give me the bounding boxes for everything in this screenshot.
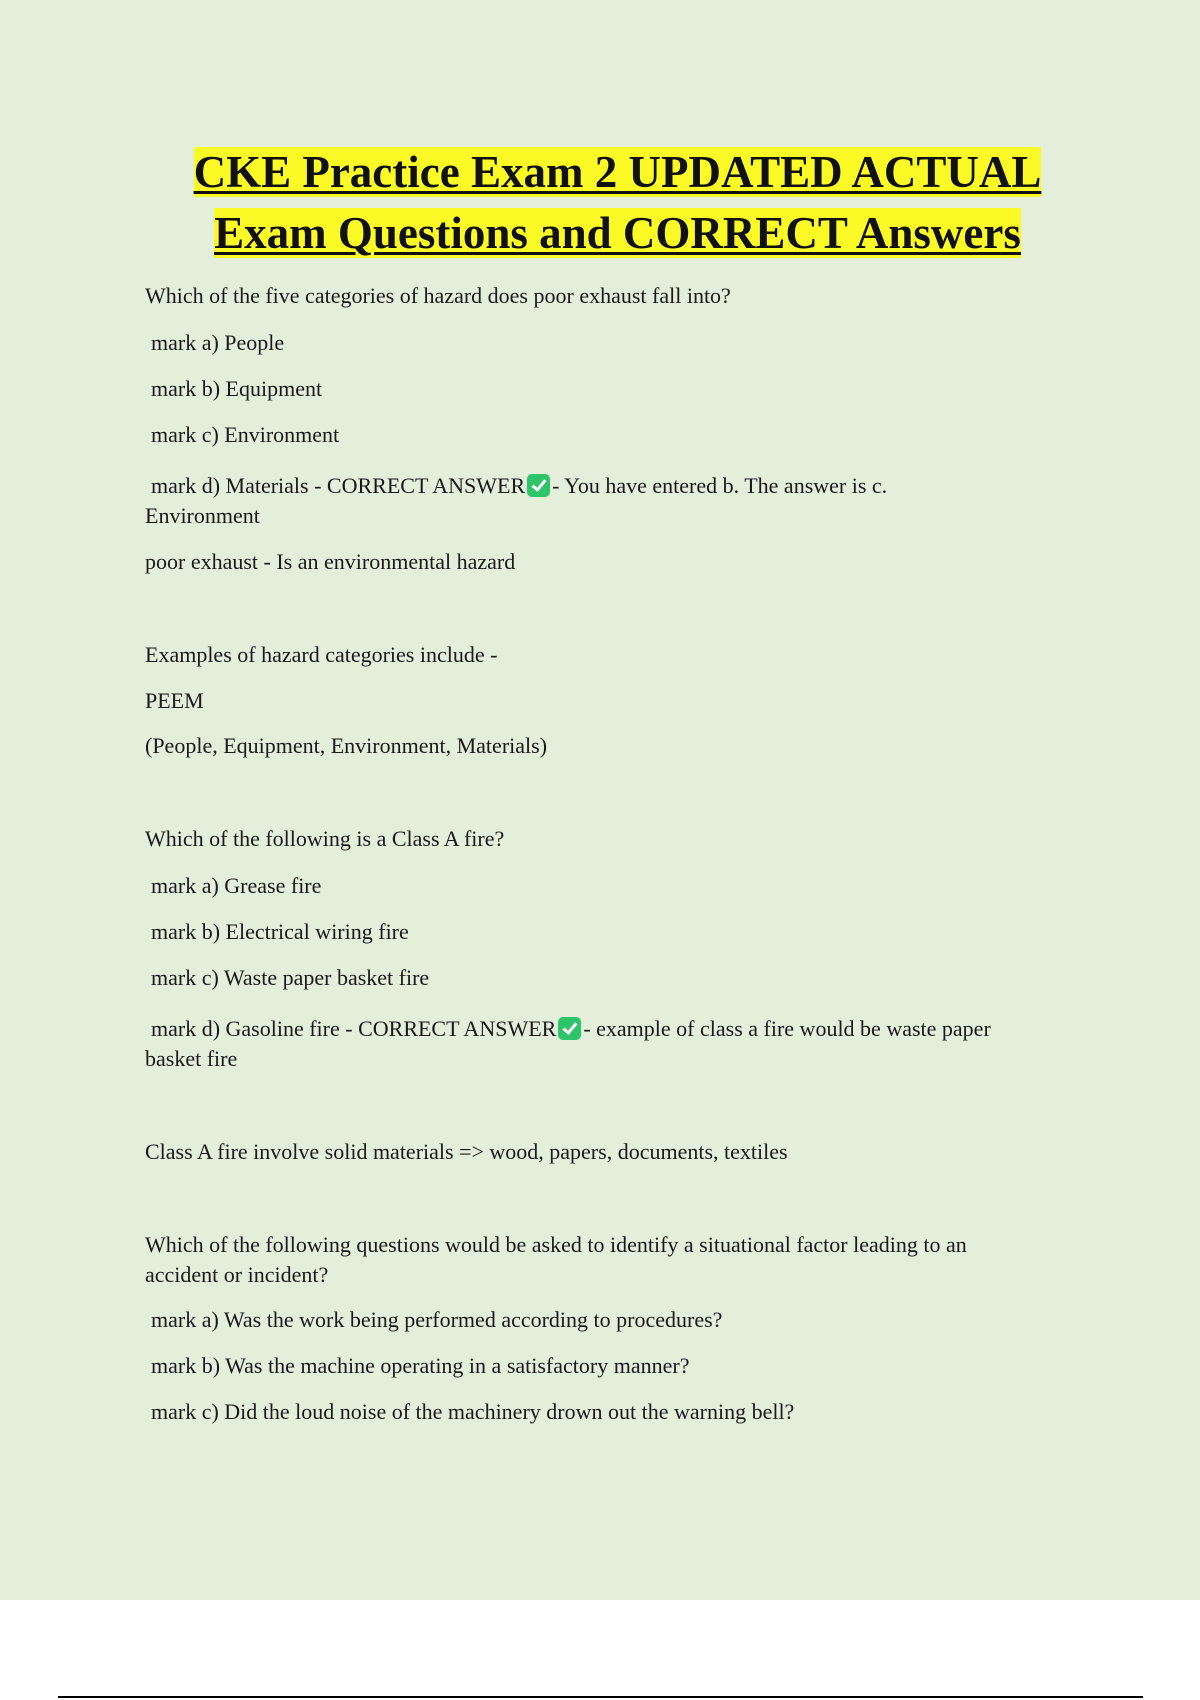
class-a-note: Class A fire involve solid materials => wood, papers, documents, textiles [145, 1139, 788, 1164]
q3-option-b: mark b) Electrical wiring fire [151, 919, 409, 944]
title-line-2: Exam Questions and CORRECT Answers [214, 208, 1021, 258]
q2-answer-acronym: PEEM [145, 688, 204, 713]
check-mark-icon [527, 474, 550, 497]
q3-question: Which of the following is a Class A fire? [145, 826, 505, 851]
q1-option-d: mark d) Materials - CORRECT ANSWER [151, 473, 526, 498]
q5-option-c: mark c) Did the loud noise of the machinery drown out the warning bell? [151, 1399, 795, 1424]
q3-option-d: mark d) Gasoline fire - CORRECT ANSWER [151, 1016, 557, 1041]
q3-answer-continuation: basket fire [145, 1046, 238, 1071]
q3-option-c: mark c) Waste paper basket fire [151, 965, 430, 990]
check-mark-icon [558, 1017, 581, 1040]
q2-question: Examples of hazard categories include - [145, 642, 498, 667]
q1-option-b: mark b) Equipment [151, 376, 323, 401]
q2-answer-expansion: (People, Equipment, Environment, Materials) [145, 733, 548, 758]
q1-answer-explanation: - You have entered b. The answer is c. [552, 473, 888, 498]
q1-note: poor exhaust - Is an environmental hazard [145, 549, 516, 574]
q1-answer-continuation: Environment [145, 503, 260, 528]
q1-option-c: mark c) Environment [151, 422, 340, 447]
title-line-1: CKE Practice Exam 2 UPDATED ACTUAL [193, 147, 1042, 197]
q1-option-d-row [145, 471, 1091, 501]
q5-option-b: mark b) Was the machine operating in a satisfactory manner? [151, 1353, 690, 1378]
footer-rule [58, 1696, 1143, 1698]
q1-question: Which of the five categories of hazard does poor exhaust fall into? [145, 283, 731, 308]
q5-question-line-2: accident or incident? [145, 1262, 329, 1287]
q3-option-d-row [145, 1014, 1091, 1044]
q3-option-a: mark a) Grease fire [151, 873, 322, 898]
q5-question-line-1: Which of the following questions would be asked to identify a situational factor leading to an [145, 1232, 967, 1257]
q1-option-a: mark a) People [151, 330, 285, 355]
q5-option-a: mark a) Was the work being performed according to procedures? [151, 1307, 723, 1332]
document-title [130, 142, 1105, 264]
q3-answer-explanation: - example of class a fire would be waste paper [583, 1016, 991, 1041]
